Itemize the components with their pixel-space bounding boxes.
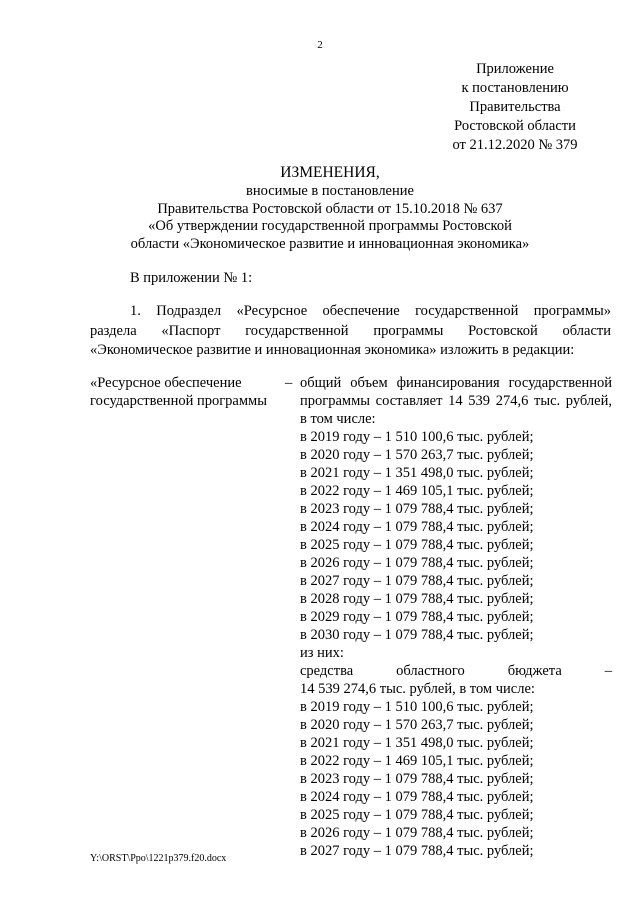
year-amount-line: в 2019 году – 1 510 100,6 тыс. рублей;: [300, 699, 534, 715]
changes-subtitle-line: области «Экономическое развитие и инновационная экономика»: [130, 235, 530, 252]
year-amount-line: в 2025 году – 1 079 788,4 тыс. рублей;: [300, 537, 534, 553]
changes-title: ИЗМЕНЕНИЯ,: [280, 164, 380, 181]
in-appendix-label: В приложении № 1:: [130, 270, 253, 286]
resource-line: программы составляет 14 539 274,6 тыс. рублей,: [300, 393, 612, 409]
resource-label-line: государственной программы: [90, 393, 267, 409]
year-amount-line: в 2028 году – 1 079 788,4 тыс. рублей;: [300, 591, 534, 607]
resource-content: [300, 374, 612, 860]
year-amount-line: в 2024 году – 1 079 788,4 тыс. рублей;: [300, 789, 534, 805]
appendix-line: Приложение: [476, 61, 554, 77]
paragraph-line: раздела «Паспорт государственной программы Ростовской области: [90, 322, 611, 339]
appendix-header: [420, 60, 610, 155]
resource-label: [90, 374, 293, 410]
year-amount-line: в 2019 году – 1 510 100,6 тыс. рублей;: [300, 429, 534, 445]
year-amount-line: в 2024 году – 1 079 788,4 тыс. рублей;: [300, 519, 534, 535]
year-amount-line: в 2020 году – 1 570 263,7 тыс. рублей;: [300, 447, 534, 463]
year-amount-line: в 2023 году – 1 079 788,4 тыс. рублей;: [300, 501, 534, 517]
resource-line: из них:: [300, 645, 344, 661]
year-amount-line: в 2022 году – 1 469 105,1 тыс. рублей;: [300, 753, 534, 769]
appendix-line: Правительства: [469, 99, 561, 115]
appendix-line: Ростовской области: [454, 118, 576, 134]
resource-line: в том числе:: [300, 411, 376, 427]
year-amount-line: в 2030 году – 1 079 788,4 тыс. рублей;: [300, 627, 534, 643]
year-amount-line: в 2021 году – 1 351 498,0 тыс. рублей;: [300, 735, 534, 751]
appendix-line: от 21.12.2020 № 379: [452, 137, 578, 153]
paragraph-1: [90, 302, 611, 361]
resource-line: общий объем финансирования государственной: [300, 375, 612, 391]
changes-subtitle-line: Правительства Ростовской области от 15.10.2018 № 637: [157, 200, 503, 217]
changes-subtitle-line: «Об утверждении государственной программы Ростовской: [148, 218, 512, 234]
year-amount-line: в 2021 году – 1 351 498,0 тыс. рублей;: [300, 465, 534, 481]
appendix-line: к постановлению: [461, 80, 569, 96]
resource-dash: –: [285, 375, 293, 391]
year-amount-line: в 2022 году – 1 469 105,1 тыс. рублей;: [300, 483, 534, 499]
file-path-footer: Y:\ORST\Ppo\1221p379.f20.docx: [90, 853, 227, 864]
changes-heading: [60, 163, 600, 253]
year-amount-line: в 2023 году – 1 079 788,4 тыс. рублей;: [300, 771, 534, 787]
year-amount-line: в 2026 году – 1 079 788,4 тыс. рублей;: [300, 555, 534, 571]
year-amount-line: в 2027 году – 1 079 788,4 тыс. рублей;: [300, 573, 534, 589]
year-amount-line: в 2020 году – 1 570 263,7 тыс. рублей;: [300, 717, 534, 733]
resource-label-line: «Ресурсное обеспечение: [90, 375, 242, 391]
paragraph-line: «Экономическое развитие и инновационная экономика» изложить в редакции:: [90, 342, 575, 358]
year-amount-line: в 2025 году – 1 079 788,4 тыс. рублей;: [300, 807, 534, 823]
page-number: 2: [317, 39, 323, 51]
paragraph-line: 1. Подраздел «Ресурсное обеспечение государственной программы»: [130, 303, 611, 319]
resource-line: 14 539 274,6 тыс. рублей, в том числе:: [300, 681, 535, 697]
year-amount-line: в 2026 году – 1 079 788,4 тыс. рублей;: [300, 825, 534, 841]
resource-line: средства областного бюджета –: [300, 663, 612, 679]
changes-subtitle-line: вносимые в постановление: [246, 183, 414, 199]
year-amount-line: в 2029 году – 1 079 788,4 тыс. рублей;: [300, 609, 534, 625]
year-amount-line: в 2027 году – 1 079 788,4 тыс. рублей;: [300, 843, 534, 859]
